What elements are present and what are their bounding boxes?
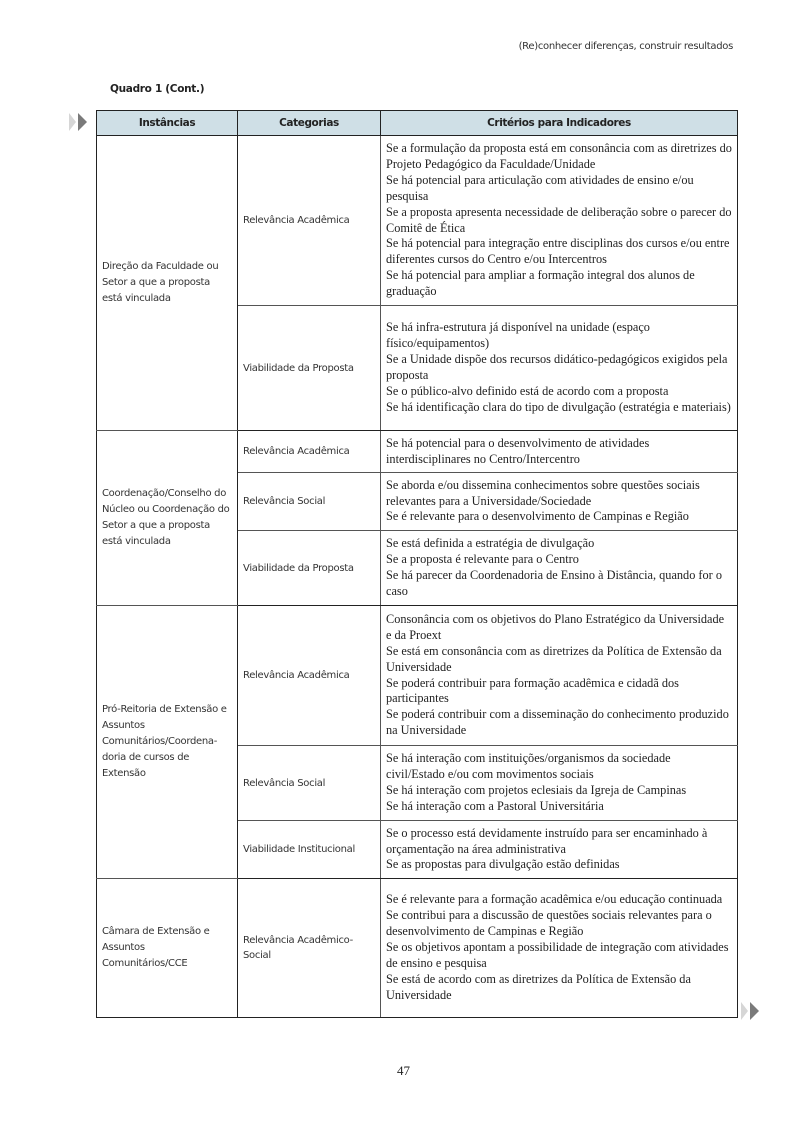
- criterio-item: Se a Unidade dispõe dos recursos didático-pedagógicos exigidos pela proposta: [386, 352, 728, 382]
- instancia-cell: Coordenação/Conselho do Núcleo ou Coordenação do Setor a que a proposta está vinculada: [97, 431, 238, 606]
- criterio-item: Se poderá contribuir para formação acadêmica e cidadã dos participantes: [386, 675, 679, 706]
- instancia-cell: Pró-Reitoria de Extensão e Assuntos Comunitários/Coordena-doria de cursos de Extensão: [97, 606, 238, 879]
- criterio-item: Se o público-alvo definido está de acordo com a proposta: [386, 383, 669, 398]
- criterio-item: Se há parecer da Coordenadoria de Ensino à Distância, quando for o caso: [386, 568, 722, 598]
- criterio-item: Se o processo está devidamente instruído para ser encaminhado à orçamentação na área administrativa: [386, 825, 708, 856]
- categoria-cell: Viabilidade da Proposta: [238, 531, 381, 606]
- instancia-cell: Câmara de Extensão e Assuntos Comunitários/CCE: [97, 879, 238, 1018]
- criterio-item: Se há potencial para o desenvolvimento de atividades interdisciplinares no Centro/Intercentro: [386, 435, 650, 466]
- criterio-item: Se a formulação da proposta está em consonância com as diretrizes do Projeto Pedagógico da Faculdade/Unidade: [386, 140, 732, 171]
- criterio-item: Consonância com os objetivos do Plano Estratégico da Universidade e da Proext: [386, 611, 725, 642]
- criterio-item: Se há identificação clara do tipo de divulgação (estratégia e materiais): [386, 399, 731, 414]
- criterio-item: Se há interação com projetos eclesiais da Igreja de Campinas: [386, 783, 687, 797]
- criterios-cell: [381, 746, 738, 821]
- table-row: [97, 136, 738, 306]
- criterios-cell: [381, 431, 738, 473]
- categoria-cell: Relevância Acadêmica: [238, 606, 381, 746]
- column-header-categorias: Categorias: [238, 111, 381, 136]
- categoria-cell: Relevância Acadêmica: [238, 136, 381, 306]
- running-title: (Re)conhecer diferenças, construir resultados: [518, 41, 733, 52]
- instancia-cell: Direção da Faculdade ou Setor a que a proposta está vinculada: [97, 136, 238, 431]
- criterio-item: Se a proposta é relevante para o Centro: [386, 552, 579, 567]
- criterio-item: Se aborda e/ou dissemina conhecimentos sobre questões sociais relevantes para a Universidade/Sociedade: [386, 477, 700, 508]
- categoria-cell: Relevância Social: [238, 746, 381, 821]
- table-row: [97, 879, 738, 1018]
- criterio-item: Se está definida a estratégia de divulgação: [386, 536, 595, 551]
- criterio-item: Se contribui para a discussão de questões sociais relevantes para o desenvolvimento de Campinas e Região: [386, 908, 712, 939]
- criterios-cell: [381, 306, 738, 431]
- table-body: [97, 136, 738, 1018]
- categoria-cell: Relevância Acadêmica: [238, 431, 381, 473]
- criterio-item: Se é relevante para o desenvolvimento de Campinas e Região: [386, 509, 689, 524]
- categoria-cell: Viabilidade Institucional: [238, 821, 381, 879]
- column-header-criterios: Critérios para Indicadores: [381, 111, 738, 136]
- column-header-instancias: Instâncias: [97, 111, 238, 136]
- criterio-item: Se há potencial para articulação com atividades de ensino e/ou pesquisa: [386, 172, 694, 203]
- criterio-item: Se há interação com a Pastoral Universitária: [386, 798, 604, 813]
- criterio-item: Se está de acordo com as diretrizes da Política de Extensão da Universidade: [386, 971, 691, 1002]
- criterio-item: Se está em consonância com as diretrizes da Política de Extensão da Universidade: [386, 643, 722, 674]
- criterio-item: Se os objetivos apontam a possibilidade de integração com atividades de ensino e pesquisa: [386, 940, 729, 970]
- criterio-item: Se há interação com instituições/organismos da sociedade civil/Estado e/ou com movimentos sociais: [386, 751, 671, 782]
- double-triangle-arrow-icon: [741, 1002, 763, 1020]
- categoria-cell: Viabilidade da Proposta: [238, 306, 381, 431]
- criterios-cell: [381, 879, 738, 1018]
- table-header-row: [97, 111, 738, 136]
- criterio-item: Se há potencial para ampliar a formação integral dos alunos de graduação: [386, 268, 695, 299]
- criterio-item: Se poderá contribuir com a disseminação do conhecimento produzido na Universidade: [386, 707, 729, 738]
- criterio-item: Se é relevante para a formação acadêmica e/ou educação continuada: [386, 892, 723, 907]
- categoria-cell: Relevância Acadêmico-Social: [238, 879, 381, 1018]
- categoria-cell: Relevância Social: [238, 473, 381, 531]
- criteria-table: [96, 110, 738, 1018]
- criterios-cell: [381, 606, 738, 746]
- table-row: [97, 431, 738, 473]
- criterio-item: Se a proposta apresenta necessidade de deliberação sobre o parecer do Comitê de Ética: [386, 204, 732, 235]
- criterio-item: Se há infra-estrutura já disponível na unidade (espaço físico/equipamentos): [386, 320, 650, 351]
- criterio-item: Se as propostas para divulgação estão definidas: [386, 857, 620, 872]
- criterios-cell: [381, 531, 738, 606]
- table-caption: Quadro 1 (Cont.): [110, 83, 205, 95]
- criterios-cell: [381, 473, 738, 531]
- criterios-cell: [381, 136, 738, 306]
- table-row: [97, 606, 738, 746]
- page-number: 47: [397, 1063, 410, 1078]
- criterio-item: Se há potencial para integração entre disciplinas dos cursos e/ou entre diferentes cursos do Centro e/ou Intercentros: [386, 236, 730, 267]
- double-triangle-arrow-icon: [69, 113, 91, 131]
- criterios-cell: [381, 821, 738, 879]
